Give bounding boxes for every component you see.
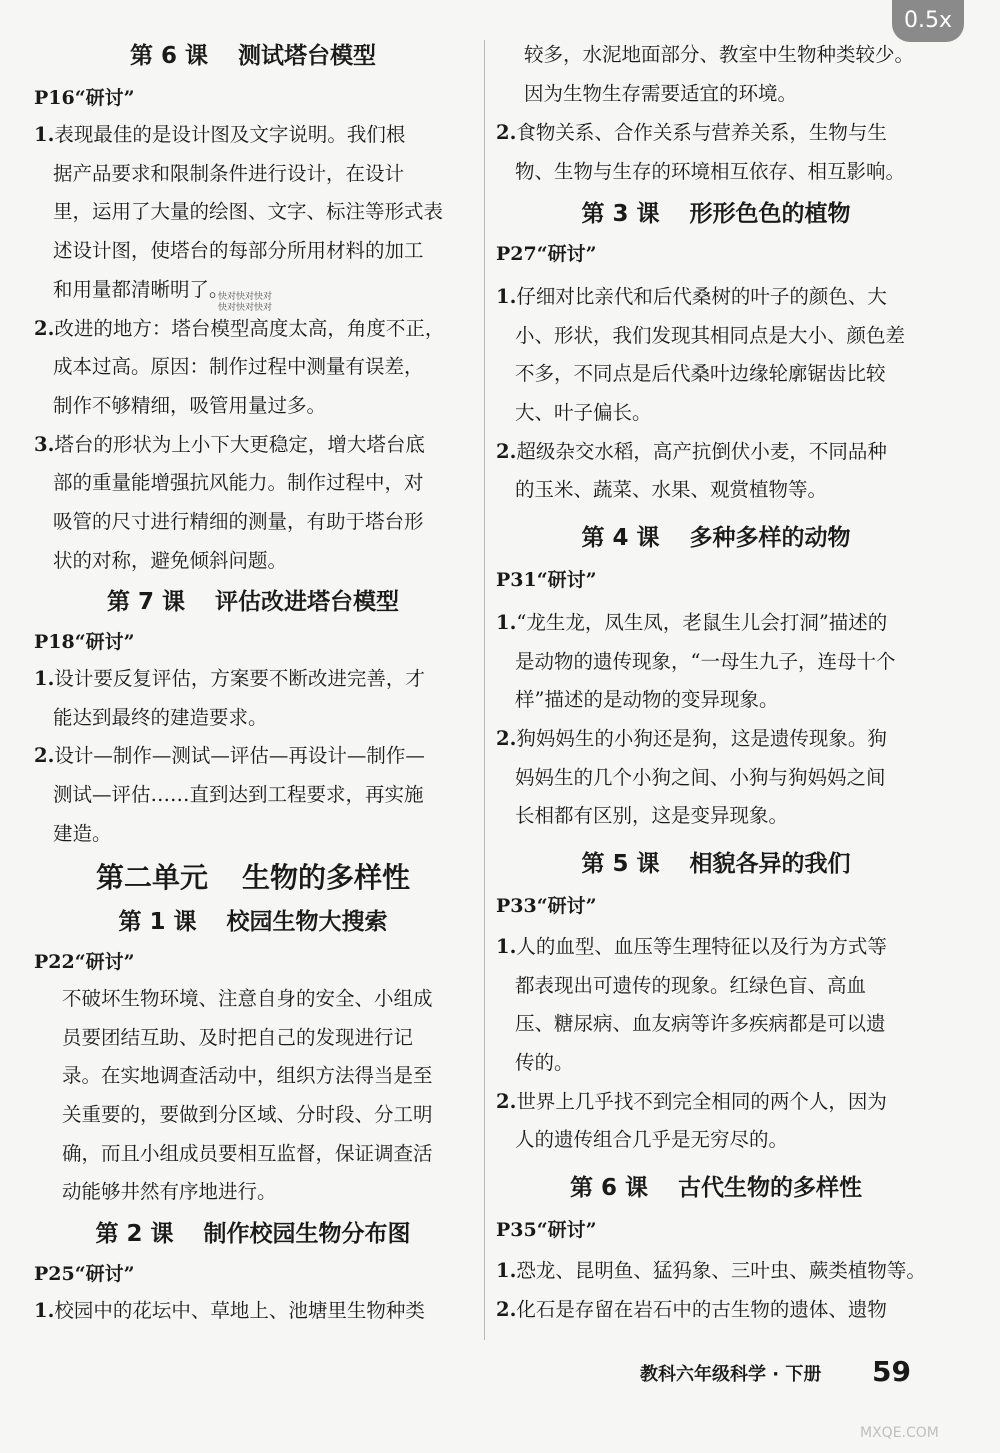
text-line: 测试—评估……直到达到工程要求，再实施	[53, 783, 424, 807]
watermark-text: 快对快对快对 快对快对快对	[218, 292, 273, 313]
text-line: 3.塔台的形状为上小下大更稳定，增大塔台底	[34, 432, 425, 456]
unit2-lesson-6-title-text: 古代生物的多样性	[678, 1175, 863, 1201]
text-line: 物、生物与生存的环境相互依存、相互影响。	[515, 159, 906, 183]
text-line: 1.设计要反复评估，方案要不断改进完善，才	[34, 667, 425, 690]
text-line: 妈妈生的几个小狗之间、小狗与狗妈妈之间	[515, 765, 886, 789]
text-line: 动能够井然有序地进行。	[62, 1180, 277, 1204]
lesson-7-item	[34, 660, 472, 737]
lesson-7-ref: P18“研讨”	[34, 631, 135, 653]
unit2-lesson-2-title-text: 制作校园生物分布图	[203, 1221, 411, 1247]
unit2-lesson-2-title	[34, 1218, 472, 1250]
unit2-lesson-4-ref: P31“研讨”	[496, 569, 597, 591]
unit-2-title-text: 生物的多样性	[242, 861, 411, 894]
footer-book-title: 教科六年级科学 · 下册	[640, 1364, 822, 1385]
text-line: 关重要的，要做到分区域、分时段、分工明	[62, 1103, 433, 1127]
unit2-lesson-1-title-number: 第 1 课	[118, 909, 197, 935]
text-line: 1.仔细对比亲代和后代桑树的叶子的颜色、大	[496, 285, 887, 308]
lesson-6-title	[34, 40, 472, 72]
item-number: 2.	[496, 121, 517, 144]
text-line: 里，运用了大量的绘图、文字、标注等形式表	[53, 200, 444, 224]
unit2-lesson-2-item	[34, 1292, 472, 1331]
text-line: 建造。	[53, 821, 112, 845]
lesson-6-ref: P16“研讨”	[34, 87, 135, 109]
item-number: 1.	[496, 1259, 517, 1282]
unit2-lesson-3-item	[496, 433, 936, 510]
unit2-lesson-5-title-text: 相貌各异的我们	[689, 851, 851, 877]
continued-text	[496, 36, 936, 113]
text-line: 确，而且小组成员要相互监督，保证调查活	[62, 1141, 433, 1165]
text-line: 因为生物生存需要适宜的环境。	[524, 81, 798, 105]
lesson-7-title-text: 评估改进塔台模型	[215, 589, 400, 615]
unit2-lesson-5-item	[496, 928, 936, 1083]
unit2-lesson-6-item	[496, 1291, 936, 1330]
unit2-lesson-3-title-number: 第 3 课	[581, 201, 660, 227]
item-number: 1.	[34, 123, 55, 146]
item-number: 1.	[496, 285, 517, 308]
text-line: 1.校园中的花坛中、草地上、池塘里生物种类	[34, 1299, 425, 1322]
text-line: 长相都有区别，这是变异现象。	[515, 804, 789, 828]
text-line: 1.表现最佳的是设计图及文字说明。我们根	[34, 123, 406, 146]
zoom-badge[interactable]: 0.5x	[892, 0, 964, 42]
unit2-lesson-1-title	[34, 906, 472, 938]
item-number: 2.	[496, 1297, 517, 1321]
unit-2-title	[34, 860, 472, 896]
unit2-lesson-1-paragraph	[34, 980, 472, 1212]
text-line: 2.化石是存留在岩石中的古生物的遗体、遗物	[496, 1297, 887, 1321]
lesson-6-item	[34, 310, 472, 426]
item-number: 2.	[496, 1089, 517, 1113]
text-line: 人的遗传组合几乎是无穷尽的。	[515, 1128, 789, 1152]
unit2-lesson-5-ref: P33“研讨”	[496, 895, 597, 917]
text-line: 和用量都清晰明了。	[53, 277, 229, 301]
lesson-6-title-number: 第 6 课	[129, 43, 209, 69]
unit2-lesson-5-title-number: 第 5 课	[581, 851, 660, 877]
text-line: 1.恐龙、昆明鱼、猛犸象、三叶虫、蕨类植物等。	[496, 1259, 926, 1282]
text-line: 的玉米、蔬菜、水果、观赏植物等。	[515, 478, 828, 502]
item-number: 1.	[34, 667, 55, 690]
text-line: 1.“龙生龙，凤生凤，老鼠生儿会打洞”描述的	[496, 611, 888, 634]
unit2-lesson-2-title-number: 第 2 课	[95, 1221, 174, 1247]
text-line: 2.狗妈妈生的小狗还是狗，这是遗传现象。狗	[496, 727, 887, 751]
item-number: 1.	[496, 935, 517, 958]
unit2-lesson-4-title-text: 多种多样的动物	[689, 525, 851, 551]
text-line: 2.改进的地方：塔台模型高度太高，角度不正，	[34, 316, 445, 340]
text-line: 部的重量能增强抗风能力。制作过程中，对	[53, 471, 424, 495]
unit2-lesson-4-title-number: 第 4 课	[581, 525, 660, 551]
unit2-lesson-2-ref: P25“研讨”	[34, 1263, 135, 1285]
text-line: 传的。	[515, 1051, 574, 1075]
unit2-lesson-3-title-text: 形形色色的植物	[689, 201, 851, 227]
item-number: 2.	[496, 727, 517, 751]
text-line: 是动物的遗传现象，“一母生九子，连母十个	[515, 649, 896, 673]
text-line: 2.超级杂交水稻，高产抗倒伏小麦，不同品种	[496, 439, 887, 463]
unit2-lesson-5-title	[496, 848, 936, 880]
text-line: 吸管的尺寸进行精细的测量，有助于塔台形	[53, 509, 424, 533]
unit2-lesson-1-title-text: 校园生物大搜索	[226, 909, 388, 935]
text-line: 据产品要求和限制条件进行设计，在设计	[53, 161, 405, 185]
unit2-lesson-3-ref: P27“研讨”	[496, 243, 597, 265]
unit2-lesson-1-ref: P22“研讨”	[34, 951, 135, 973]
text-line: 小、形状，我们发现其相同点是大小、颜色差	[515, 323, 906, 347]
column-divider	[484, 40, 485, 1340]
corner-watermark: MXQE.COM	[860, 1425, 939, 1441]
unit2-lesson-6-ref: P35“研讨”	[496, 1219, 597, 1241]
item-number: 2.	[34, 316, 55, 340]
text-line: 都表现出可遗传的现象。红绿色盲、高血	[515, 973, 867, 997]
text-line: 制作不够精细，吸管用量过多。	[53, 393, 327, 417]
lesson-7-title	[34, 586, 472, 618]
text-line: 2.设计—制作—测试—评估—再设计—制作—	[34, 744, 425, 768]
text-line: 2.食物关系、合作关系与营养关系，生物与生	[496, 121, 887, 144]
text-line: 能达到最终的建造要求。	[53, 705, 268, 729]
unit2-lesson-4-item	[496, 720, 936, 836]
text-line: 录。在实地调查活动中，组织方法得当是至	[62, 1064, 433, 1088]
text-line: 压、糖尿病、血友病等许多疾病都是可以遗	[515, 1012, 886, 1036]
text-line: 不多，不同点是后代桑叶边缘轮廓锯齿比较	[515, 362, 886, 386]
item-number: 2.	[34, 744, 55, 768]
unit2-lesson-6-item	[496, 1252, 936, 1291]
lesson-7-item	[34, 737, 472, 853]
item-number: 3.	[34, 432, 55, 456]
text-line: 1.人的血型、血压等生理特征以及行为方式等	[496, 935, 887, 958]
unit2-lesson-6-title-number: 第 6 课	[569, 1175, 649, 1201]
text-line: 2.世界上几乎找不到完全相同的两个人，因为	[496, 1089, 887, 1113]
continued-item	[496, 114, 936, 191]
unit2-lesson-5-item	[496, 1083, 936, 1160]
lesson-6-item	[34, 116, 472, 309]
unit2-lesson-4-item	[496, 604, 936, 720]
lesson-6-item	[34, 426, 472, 581]
page-number: 59	[872, 1355, 911, 1388]
unit2-lesson-3-item	[496, 278, 936, 433]
item-number: 1.	[496, 611, 517, 634]
lesson-7-title-number: 第 7 课	[106, 589, 186, 615]
text-line: 较多，水泥地面部分、教室中生物种类较少。	[524, 43, 915, 66]
text-line: 述设计图，使塔台的每部分所用材料的加工	[53, 239, 424, 263]
text-line: 员要团结互助、及时把自己的发现进行记	[62, 1025, 414, 1049]
item-number: 2.	[496, 439, 517, 463]
unit-2-title-number: 第二单元	[95, 861, 208, 894]
text-line: 成本过高。原因：制作过程中测量有误差，	[53, 355, 424, 379]
text-line: 大、叶子偏长。	[515, 401, 652, 425]
item-number: 1.	[34, 1299, 55, 1322]
unit2-lesson-3-title	[496, 198, 936, 230]
unit2-lesson-6-title	[496, 1172, 936, 1204]
unit2-lesson-4-title	[496, 522, 936, 554]
text-line: 状的对称，避免倾斜问题。	[53, 548, 288, 572]
lesson-6-title-text: 测试塔台模型	[238, 43, 377, 69]
text-line: 样”描述的是动物的变异现象。	[515, 688, 779, 712]
text-line: 不破坏生物环境、注意自身的安全、小组成	[62, 987, 433, 1010]
